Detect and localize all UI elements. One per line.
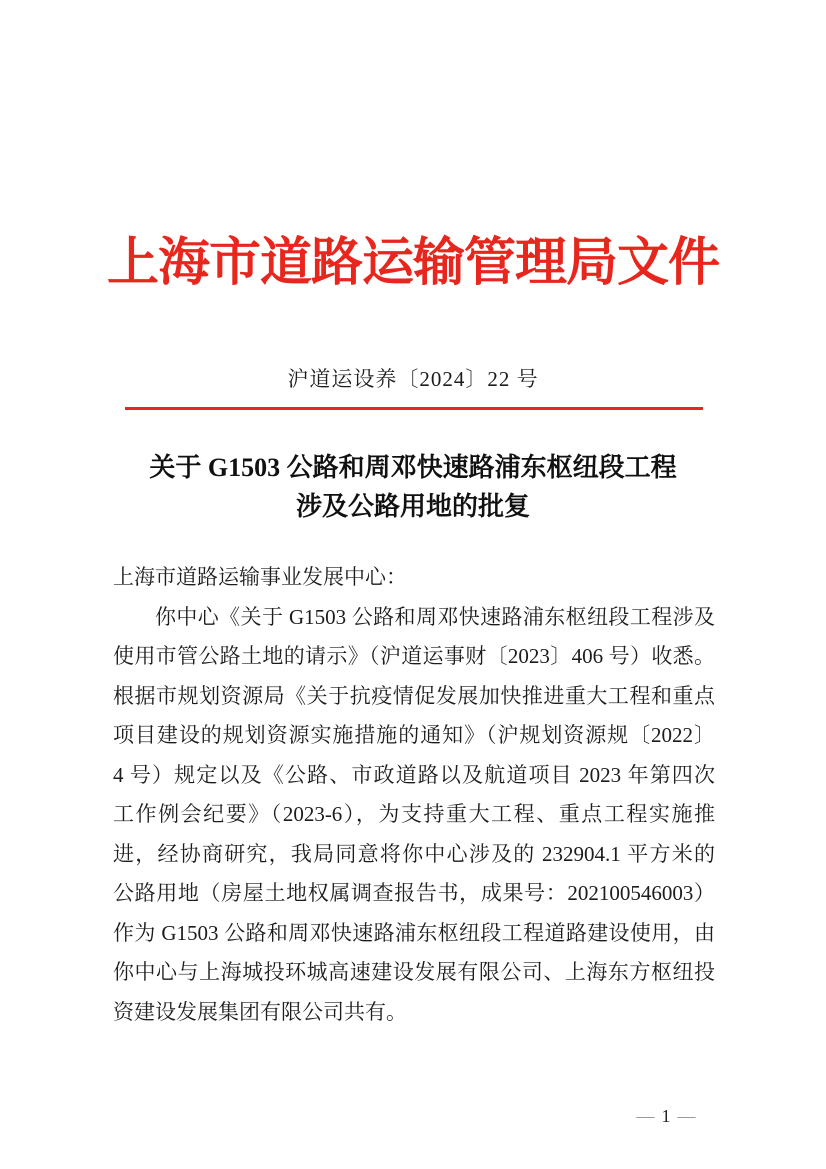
body-line: 使用市管公路土地的请示》（沪道运事财〔2023〕406 号）收悉。 — [113, 644, 715, 668]
body-line: 你中心与上海城投环城高速建设发展有限公司、上海东方枢纽投 — [113, 960, 715, 984]
document-title-line-2: 涉及公路用地的批复 — [295, 492, 530, 521]
body-line: 作为 G1503 公路和周邓快速路浦东枢纽段工程道路建设使用，由 — [113, 920, 715, 945]
body-line: 根据市规划资源局《关于抗疫情促发展加快推进重大工程和重点 — [113, 683, 715, 708]
red-separator-line — [125, 407, 703, 410]
page-number — [624, 1105, 708, 1127]
document-title — [0, 448, 826, 526]
body-line: 4 号）规定以及《公路、市政道路以及航道项目 2023 年第四次 — [113, 762, 715, 787]
letterhead-title: 上海市道路运输管理局文件 — [106, 235, 719, 292]
page-number-left-dash: — — [636, 1106, 655, 1126]
document-title-line-1: 关于 G1503 公路和周邓快速路浦东枢纽段工程 — [149, 453, 677, 482]
document-number: 沪道运设养〔2024〕22 号 — [287, 367, 539, 391]
body-line: 资建设发展集团有限公司共有。 — [113, 999, 407, 1024]
body-line: 工作例会纪要》（2023-6），为支持重大工程、重点工程实施推 — [113, 802, 715, 826]
body-line: 进，经协商研究，我局同意将你中心涉及的 232904.1 平方米的 — [113, 841, 715, 866]
document-body — [113, 558, 715, 1032]
salutation-line: 上海市道路运输事业发展中心： — [113, 565, 407, 589]
page-number-right-dash: — — [677, 1106, 696, 1126]
page-number-value: 1 — [661, 1106, 671, 1126]
body-line: 项目建设的规划资源实施措施的通知》（沪规划资源规〔2022〕 — [113, 723, 715, 747]
body-line: 公路用地（房屋土地权属调查报告书，成果号：202100546003） — [113, 881, 715, 905]
body-line: 你中心《关于 G1503 公路和周邓快速路浦东枢纽段工程涉及 — [155, 604, 715, 629]
